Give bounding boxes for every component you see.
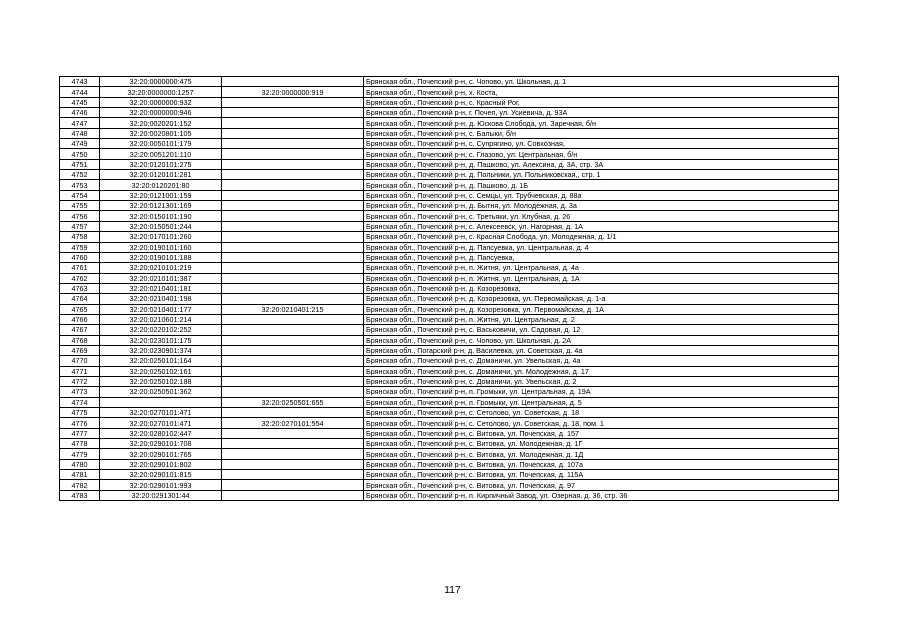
row-number-cell: 4745 <box>60 97 100 107</box>
row-number-cell: 4776 <box>60 418 100 428</box>
related-cadastral-number-cell <box>222 159 364 169</box>
address-cell: Брянская обл., Почепский р-н, д. Пашково, ул. Алексина, д. 3А, стр. 3А <box>364 159 839 169</box>
row-number-cell: 4762 <box>60 273 100 283</box>
related-cadastral-number-cell <box>222 294 364 304</box>
table-row <box>60 335 839 345</box>
related-cadastral-number-cell <box>222 211 364 221</box>
table-row <box>60 408 839 418</box>
cadastral-number-cell: 32:20:0190101:160 <box>100 242 222 252</box>
address-cell: Брянская обл., Почепский р-н, д. Козорезовка, ул. Первомайская, д. 1-а <box>364 294 839 304</box>
address-cell: Брянская обл., Почепский р-н, д. Польники, ул. Польниковская,, стр. 1 <box>364 170 839 180</box>
table-row <box>60 314 839 324</box>
row-number-cell: 4775 <box>60 408 100 418</box>
address-cell: Брянская обл., Почепский р-н, с. Чопово, ул. Школьная, д. 2А <box>364 335 839 345</box>
related-cadastral-number-cell <box>222 345 364 355</box>
cadastral-number-cell: 32:20:0000000:946 <box>100 108 222 118</box>
table-row <box>60 459 839 469</box>
row-number-cell: 4747 <box>60 118 100 128</box>
row-number-cell: 4782 <box>60 480 100 490</box>
address-cell: Брянская обл., Почепский р-н, д. Папсуевка, ул. Центральная, д. 4 <box>364 242 839 252</box>
table-row <box>60 325 839 335</box>
address-cell: Брянская обл., Почепский р-н, п. Житня, ул. Центральная, д. 1А <box>364 273 839 283</box>
row-number-cell: 4769 <box>60 345 100 355</box>
related-cadastral-number-cell: 32:20:0000000:919 <box>222 87 364 97</box>
row-number-cell: 4772 <box>60 376 100 386</box>
address-cell: Брянская обл., Почепский р-н, с. Витовка, ул. Молодежная, д. 1Д <box>364 449 839 459</box>
row-number-cell: 4746 <box>60 108 100 118</box>
cadastral-number-cell: 32:20:0290101:708 <box>100 439 222 449</box>
table-row <box>60 428 839 438</box>
cadastral-number-cell: 32:20:0230901:374 <box>100 345 222 355</box>
address-cell: Брянская обл., Почепский р-н, с. Глазово, ул. Центральная, б/н <box>364 149 839 159</box>
table-row <box>60 470 839 480</box>
row-number-cell: 4770 <box>60 356 100 366</box>
related-cadastral-number-cell <box>222 180 364 190</box>
cadastral-number-cell: 32:20:0210101:387 <box>100 273 222 283</box>
table-row <box>60 387 839 397</box>
related-cadastral-number-cell: 32:20:0210401:215 <box>222 304 364 314</box>
related-cadastral-number-cell <box>222 439 364 449</box>
cadastral-number-cell: 32:20:0000000:1257 <box>100 87 222 97</box>
cadastral-number-cell: 32:20:0150501:244 <box>100 221 222 231</box>
cadastral-number-cell: 32:20:0120201:80 <box>100 180 222 190</box>
address-cell: Брянская обл., Почепский р-н, д. Козорезовка, ул. Первомайская, д. 1А <box>364 304 839 314</box>
table-row <box>60 201 839 211</box>
address-cell: Брянская обл., Почепский р-н, с. Витовка, ул. Почепская, д. 97 <box>364 480 839 490</box>
address-cell: Брянская обл., Почепский р-н, с. Третьяки, ул. Клубная, д. 26 <box>364 211 839 221</box>
row-number-cell: 4753 <box>60 180 100 190</box>
row-number-cell: 4771 <box>60 366 100 376</box>
address-cell: Брянская обл., Почепский р-н, п. Житня, ул. Центральная, д. 4а <box>364 263 839 273</box>
row-number-cell: 4751 <box>60 159 100 169</box>
related-cadastral-number-cell <box>222 314 364 324</box>
address-cell: Брянская обл., Почепский р-н, с. Доманичи, ул. Молодежная, д. 17 <box>364 366 839 376</box>
table-row <box>60 480 839 490</box>
row-number-cell: 4774 <box>60 397 100 407</box>
table-row <box>60 304 839 314</box>
related-cadastral-number-cell <box>222 139 364 149</box>
related-cadastral-number-cell <box>222 97 364 107</box>
table-row <box>60 397 839 407</box>
cadastral-number-cell: 32:20:0290101:802 <box>100 459 222 469</box>
address-cell: Брянская обл., Почепский р-н, п. Громыки, ул. Центральная, д. 19А <box>364 387 839 397</box>
related-cadastral-number-cell <box>222 190 364 200</box>
address-cell: Брянская обл., Почепский р-н, с. Красный Рог, <box>364 97 839 107</box>
cadastral-number-cell: 32:20:0020801:105 <box>100 128 222 138</box>
address-cell: Брянская обл., Почепский р-н, с. Красная Слобода, ул. Молодежная, д. 1/1 <box>364 232 839 242</box>
related-cadastral-number-cell <box>222 366 364 376</box>
cadastral-number-cell: 32:20:0250102:161 <box>100 366 222 376</box>
cadastral-number-cell: 32:20:0121301:169 <box>100 201 222 211</box>
address-cell: Брянская обл., Почепский р-н, п. Кирпичный Завод, ул. Озерная, д. 36, стр. 36 <box>364 490 839 500</box>
address-cell: Брянская обл., Погарский р-н, д. Василевка, ул. Советская, д. 4а <box>364 345 839 355</box>
cadastral-number-cell <box>100 397 222 407</box>
address-cell: Брянская обл., Почепский р-н, д. Юскова Слобода, ул. Заречная, б/н <box>364 118 839 128</box>
table-row <box>60 149 839 159</box>
related-cadastral-number-cell <box>222 232 364 242</box>
row-number-cell: 4752 <box>60 170 100 180</box>
address-cell: Брянская обл., Почепский р-н, д. Пашково, д. 1Б <box>364 180 839 190</box>
row-number-cell: 4749 <box>60 139 100 149</box>
address-cell: Брянская обл., Почепский р-н, с. Супрягино, ул. Совхозная, <box>364 139 839 149</box>
related-cadastral-number-cell <box>222 356 364 366</box>
cadastral-number-cell: 32:20:0120101:275 <box>100 159 222 169</box>
row-number-cell: 4768 <box>60 335 100 345</box>
related-cadastral-number-cell <box>222 170 364 180</box>
table-row <box>60 294 839 304</box>
cadastral-number-cell: 32:20:0210401:198 <box>100 294 222 304</box>
cadastral-number-cell: 32:20:0170101:260 <box>100 232 222 242</box>
related-cadastral-number-cell <box>222 387 364 397</box>
table-row <box>60 490 839 500</box>
table-row <box>60 108 839 118</box>
cadastral-number-cell: 32:20:0050101:179 <box>100 139 222 149</box>
table-row <box>60 356 839 366</box>
cadastral-number-cell: 32:20:0210101:219 <box>100 263 222 273</box>
row-number-cell: 4763 <box>60 283 100 293</box>
cadastral-number-cell: 32:20:0250501:362 <box>100 387 222 397</box>
related-cadastral-number-cell <box>222 470 364 480</box>
related-cadastral-number-cell <box>222 273 364 283</box>
row-number-cell: 4778 <box>60 439 100 449</box>
row-number-cell: 4777 <box>60 428 100 438</box>
address-cell: Брянская обл., Почепский р-н, с. Балыки, б/н <box>364 128 839 138</box>
related-cadastral-number-cell <box>222 263 364 273</box>
cadastral-number-cell: 32:20:0250102:188 <box>100 376 222 386</box>
address-cell: Брянская обл., Почепский р-н, п. Громыки, ул. Центральная, д. 5 <box>364 397 839 407</box>
address-cell: Брянская обл., Почепский р-н, х. Коста, <box>364 87 839 97</box>
row-number-cell: 4767 <box>60 325 100 335</box>
cadastral-number-cell: 32:20:0120101:281 <box>100 170 222 180</box>
cadastral-number-cell: 32:20:0150101:190 <box>100 211 222 221</box>
address-cell: Брянская обл., Почепский р-н, с. Алексеевск, ул. Нагорная, д. 1А <box>364 221 839 231</box>
cadastral-number-cell: 32:20:0210601:214 <box>100 314 222 324</box>
table-row <box>60 273 839 283</box>
cadastral-number-cell: 32:20:0270101:471 <box>100 418 222 428</box>
table-row <box>60 449 839 459</box>
table-row <box>60 242 839 252</box>
cadastral-number-cell: 32:20:0210401:181 <box>100 283 222 293</box>
table-row <box>60 77 839 87</box>
related-cadastral-number-cell <box>222 242 364 252</box>
address-cell: Брянская обл., Почепский р-н, с. Васьковичи, ул. Садовая, д. 12 <box>364 325 839 335</box>
table-row <box>60 283 839 293</box>
address-cell: Брянская обл., Почепский р-н, с. Доманичи, ул. Увельская, д. 2 <box>364 376 839 386</box>
address-cell: Брянская обл., Почепский р-н, с. Сетолово, ул. Советская, д. 18 <box>364 408 839 418</box>
related-cadastral-number-cell: 32:20:0250501:655 <box>222 397 364 407</box>
row-number-cell: 4757 <box>60 221 100 231</box>
cadastral-number-cell: 32:20:0250101:164 <box>100 356 222 366</box>
table-row <box>60 221 839 231</box>
address-cell: Брянская обл., Почепский р-н, д. Козорезовка, <box>364 283 839 293</box>
cadastral-number-cell: 32:20:0220102:252 <box>100 325 222 335</box>
related-cadastral-number-cell <box>222 108 364 118</box>
table-row <box>60 211 839 221</box>
row-number-cell: 4743 <box>60 77 100 87</box>
cadastral-number-cell: 32:20:0000000:932 <box>100 97 222 107</box>
related-cadastral-number-cell <box>222 459 364 469</box>
row-number-cell: 4781 <box>60 470 100 480</box>
related-cadastral-number-cell <box>222 335 364 345</box>
table-row <box>60 252 839 262</box>
table-row <box>60 418 839 428</box>
table-row <box>60 170 839 180</box>
related-cadastral-number-cell <box>222 325 364 335</box>
address-cell: Брянская обл., Почепский р-н, с. Витовка, ул. Почепская, д. 157 <box>364 428 839 438</box>
table-row <box>60 439 839 449</box>
table-row <box>60 118 839 128</box>
row-number-cell: 4765 <box>60 304 100 314</box>
cadastral-number-cell: 32:20:0210401:177 <box>100 304 222 314</box>
cadastral-number-cell: 32:20:0270101:471 <box>100 408 222 418</box>
address-cell: Брянская обл., Почепский р-н, д. Бытня, ул. Молодежная, д. 3а <box>364 201 839 211</box>
row-number-cell: 4758 <box>60 232 100 242</box>
related-cadastral-number-cell <box>222 408 364 418</box>
related-cadastral-number-cell: 32:20:0270101:554 <box>222 418 364 428</box>
row-number-cell: 4755 <box>60 201 100 211</box>
table-row <box>60 159 839 169</box>
table-row <box>60 139 839 149</box>
related-cadastral-number-cell <box>222 77 364 87</box>
row-number-cell: 4750 <box>60 149 100 159</box>
cadastral-number-cell: 32:20:0020201:152 <box>100 118 222 128</box>
table-row <box>60 366 839 376</box>
row-number-cell: 4779 <box>60 449 100 459</box>
address-cell: Брянская обл., Почепский р-н, г. Почеп, ул. Усиевича, д. 93А <box>364 108 839 118</box>
table-row <box>60 263 839 273</box>
related-cadastral-number-cell <box>222 449 364 459</box>
address-cell: Брянская обл., Почепский р-н, с. Чопово, ул. Школьная, д. 1 <box>364 77 839 87</box>
row-number-cell: 4764 <box>60 294 100 304</box>
related-cadastral-number-cell <box>222 376 364 386</box>
row-number-cell: 4748 <box>60 128 100 138</box>
related-cadastral-number-cell <box>222 252 364 262</box>
cadastral-number-cell: 32:20:0290101:815 <box>100 470 222 480</box>
row-number-cell: 4783 <box>60 490 100 500</box>
table-row <box>60 232 839 242</box>
cadastral-number-cell: 32:20:0280102:447 <box>100 428 222 438</box>
cadastral-number-cell: 32:20:0291301:44 <box>100 490 222 500</box>
cadastral-number-cell: 32:20:0190101:188 <box>100 252 222 262</box>
related-cadastral-number-cell <box>222 128 364 138</box>
related-cadastral-number-cell <box>222 428 364 438</box>
address-cell: Брянская обл., Почепский р-н, с. Сетолово, ул. Советская, д. 18, пом. 1 <box>364 418 839 428</box>
table-row <box>60 97 839 107</box>
row-number-cell: 4761 <box>60 263 100 273</box>
row-number-cell: 4754 <box>60 190 100 200</box>
address-cell: Брянская обл., Почепский р-н, с. Семцы, ул. Трубчевская, д. 88а <box>364 190 839 200</box>
address-cell: Брянская обл., Почепский р-н, с. Витовка, ул. Почепская, д. 115А <box>364 470 839 480</box>
cadastral-number-cell: 32:20:0051201:110 <box>100 149 222 159</box>
cadastral-number-cell: 32:20:0230101:175 <box>100 335 222 345</box>
related-cadastral-number-cell <box>222 118 364 128</box>
table-row <box>60 190 839 200</box>
related-cadastral-number-cell <box>222 283 364 293</box>
related-cadastral-number-cell <box>222 201 364 211</box>
row-number-cell: 4744 <box>60 87 100 97</box>
row-number-cell: 4773 <box>60 387 100 397</box>
address-cell: Брянская обл., Почепский р-н, с. Витовка, ул. Почепская, д. 107а <box>364 459 839 469</box>
table-body <box>60 77 839 501</box>
row-number-cell: 4760 <box>60 252 100 262</box>
row-number-cell: 4780 <box>60 459 100 469</box>
table-row <box>60 180 839 190</box>
related-cadastral-number-cell <box>222 480 364 490</box>
cadastral-number-cell: 32:20:0290101:993 <box>100 480 222 490</box>
table-row <box>60 87 839 97</box>
related-cadastral-number-cell <box>222 221 364 231</box>
table-row <box>60 345 839 355</box>
related-cadastral-number-cell <box>222 490 364 500</box>
address-cell: Брянская обл., Почепский р-н, д. Папсуевка, <box>364 252 839 262</box>
cadastral-number-cell: 32:20:0000000:475 <box>100 77 222 87</box>
address-cell: Брянская обл., Почепский р-н, п. Житня, ул. Центральная, д. 2 <box>364 314 839 324</box>
page-number: 117 <box>444 584 461 596</box>
address-cell: Брянская обл., Почепский р-н, с. Доманичи, ул. Увельская, д. 4а <box>364 356 839 366</box>
row-number-cell: 4756 <box>60 211 100 221</box>
row-number-cell: 4759 <box>60 242 100 252</box>
table-row <box>60 376 839 386</box>
cadastral-number-cell: 32:20:0290101:765 <box>100 449 222 459</box>
cadastral-number-cell: 32:20:0121001:159 <box>100 190 222 200</box>
table-row <box>60 128 839 138</box>
row-number-cell: 4766 <box>60 314 100 324</box>
address-cell: Брянская обл., Почепский р-н, с. Витовка, ул. Молодежная, д. 1Г <box>364 439 839 449</box>
related-cadastral-number-cell <box>222 149 364 159</box>
property-register-table <box>59 76 839 501</box>
